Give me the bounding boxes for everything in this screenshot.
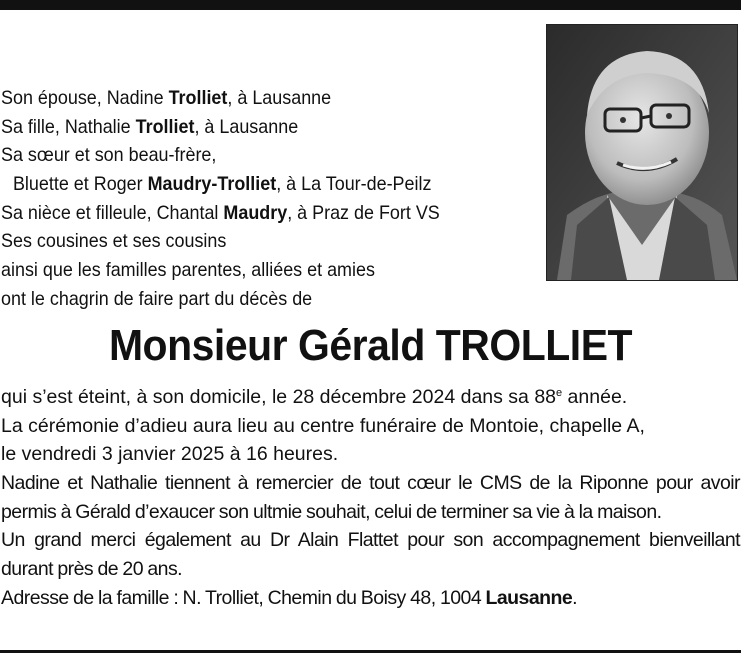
bottom-rule	[0, 650, 741, 653]
family-line: Sa sœur et son beau-frère,	[1, 144, 217, 167]
top-rule	[0, 0, 741, 10]
family-list	[1, 84, 541, 314]
family-line: Sa nièce et filleule, Chantal Maudry, à Praz de Fort VS	[1, 201, 440, 224]
ceremony-line: La cérémonie d’adieu aura lieu au centre funéraire de Montoie, chapelle A,	[1, 414, 645, 437]
ceremony-date-line: le vendredi 3 janvier 2025 à 16 heures.	[1, 443, 339, 466]
thanks-cms-paragraph: Nadine et Nathalie tiennent à remercier de tout cœur le CMS de la Riponne pour avoir permis à Gérald d’exaucer son ultmie souhait, celui de terminer sa vie à la maison.	[1, 472, 740, 523]
family-line: Sa fille, Nathalie Trolliet, à Lausanne	[1, 115, 299, 138]
death-date-line: qui s’est éteint, à son domicile, le 28 décembre 2024 dans sa 88e année.	[1, 386, 628, 408]
notice-details	[1, 383, 740, 613]
deceased-name: Monsieur Gérald TROLLIET	[108, 321, 633, 370]
family-line: Son épouse, Nadine Trolliet, à Lausanne	[1, 87, 332, 109]
family-line: Ses cousines et ses cousins	[1, 230, 227, 253]
family-line: Bluette et Roger Maudry-Trolliet, à La Tour-de-Peilz	[12, 173, 432, 196]
family-address: Adresse de la famille : N. Trolliet, Chemin du Boisy 48, 1004 Lausanne.	[1, 586, 578, 609]
family-line: ont le chagrin de faire part du décès de	[1, 287, 313, 310]
portrait-photo-icon	[547, 25, 737, 280]
family-line: ainsi que les familles parentes, alliées et amies	[1, 259, 375, 282]
thanks-doctor-paragraph: Un grand merci également au Dr Alain Flattet pour son accompagnement bienveillant durant près de 20 ans.	[1, 529, 740, 581]
portrait-photo	[546, 24, 738, 281]
